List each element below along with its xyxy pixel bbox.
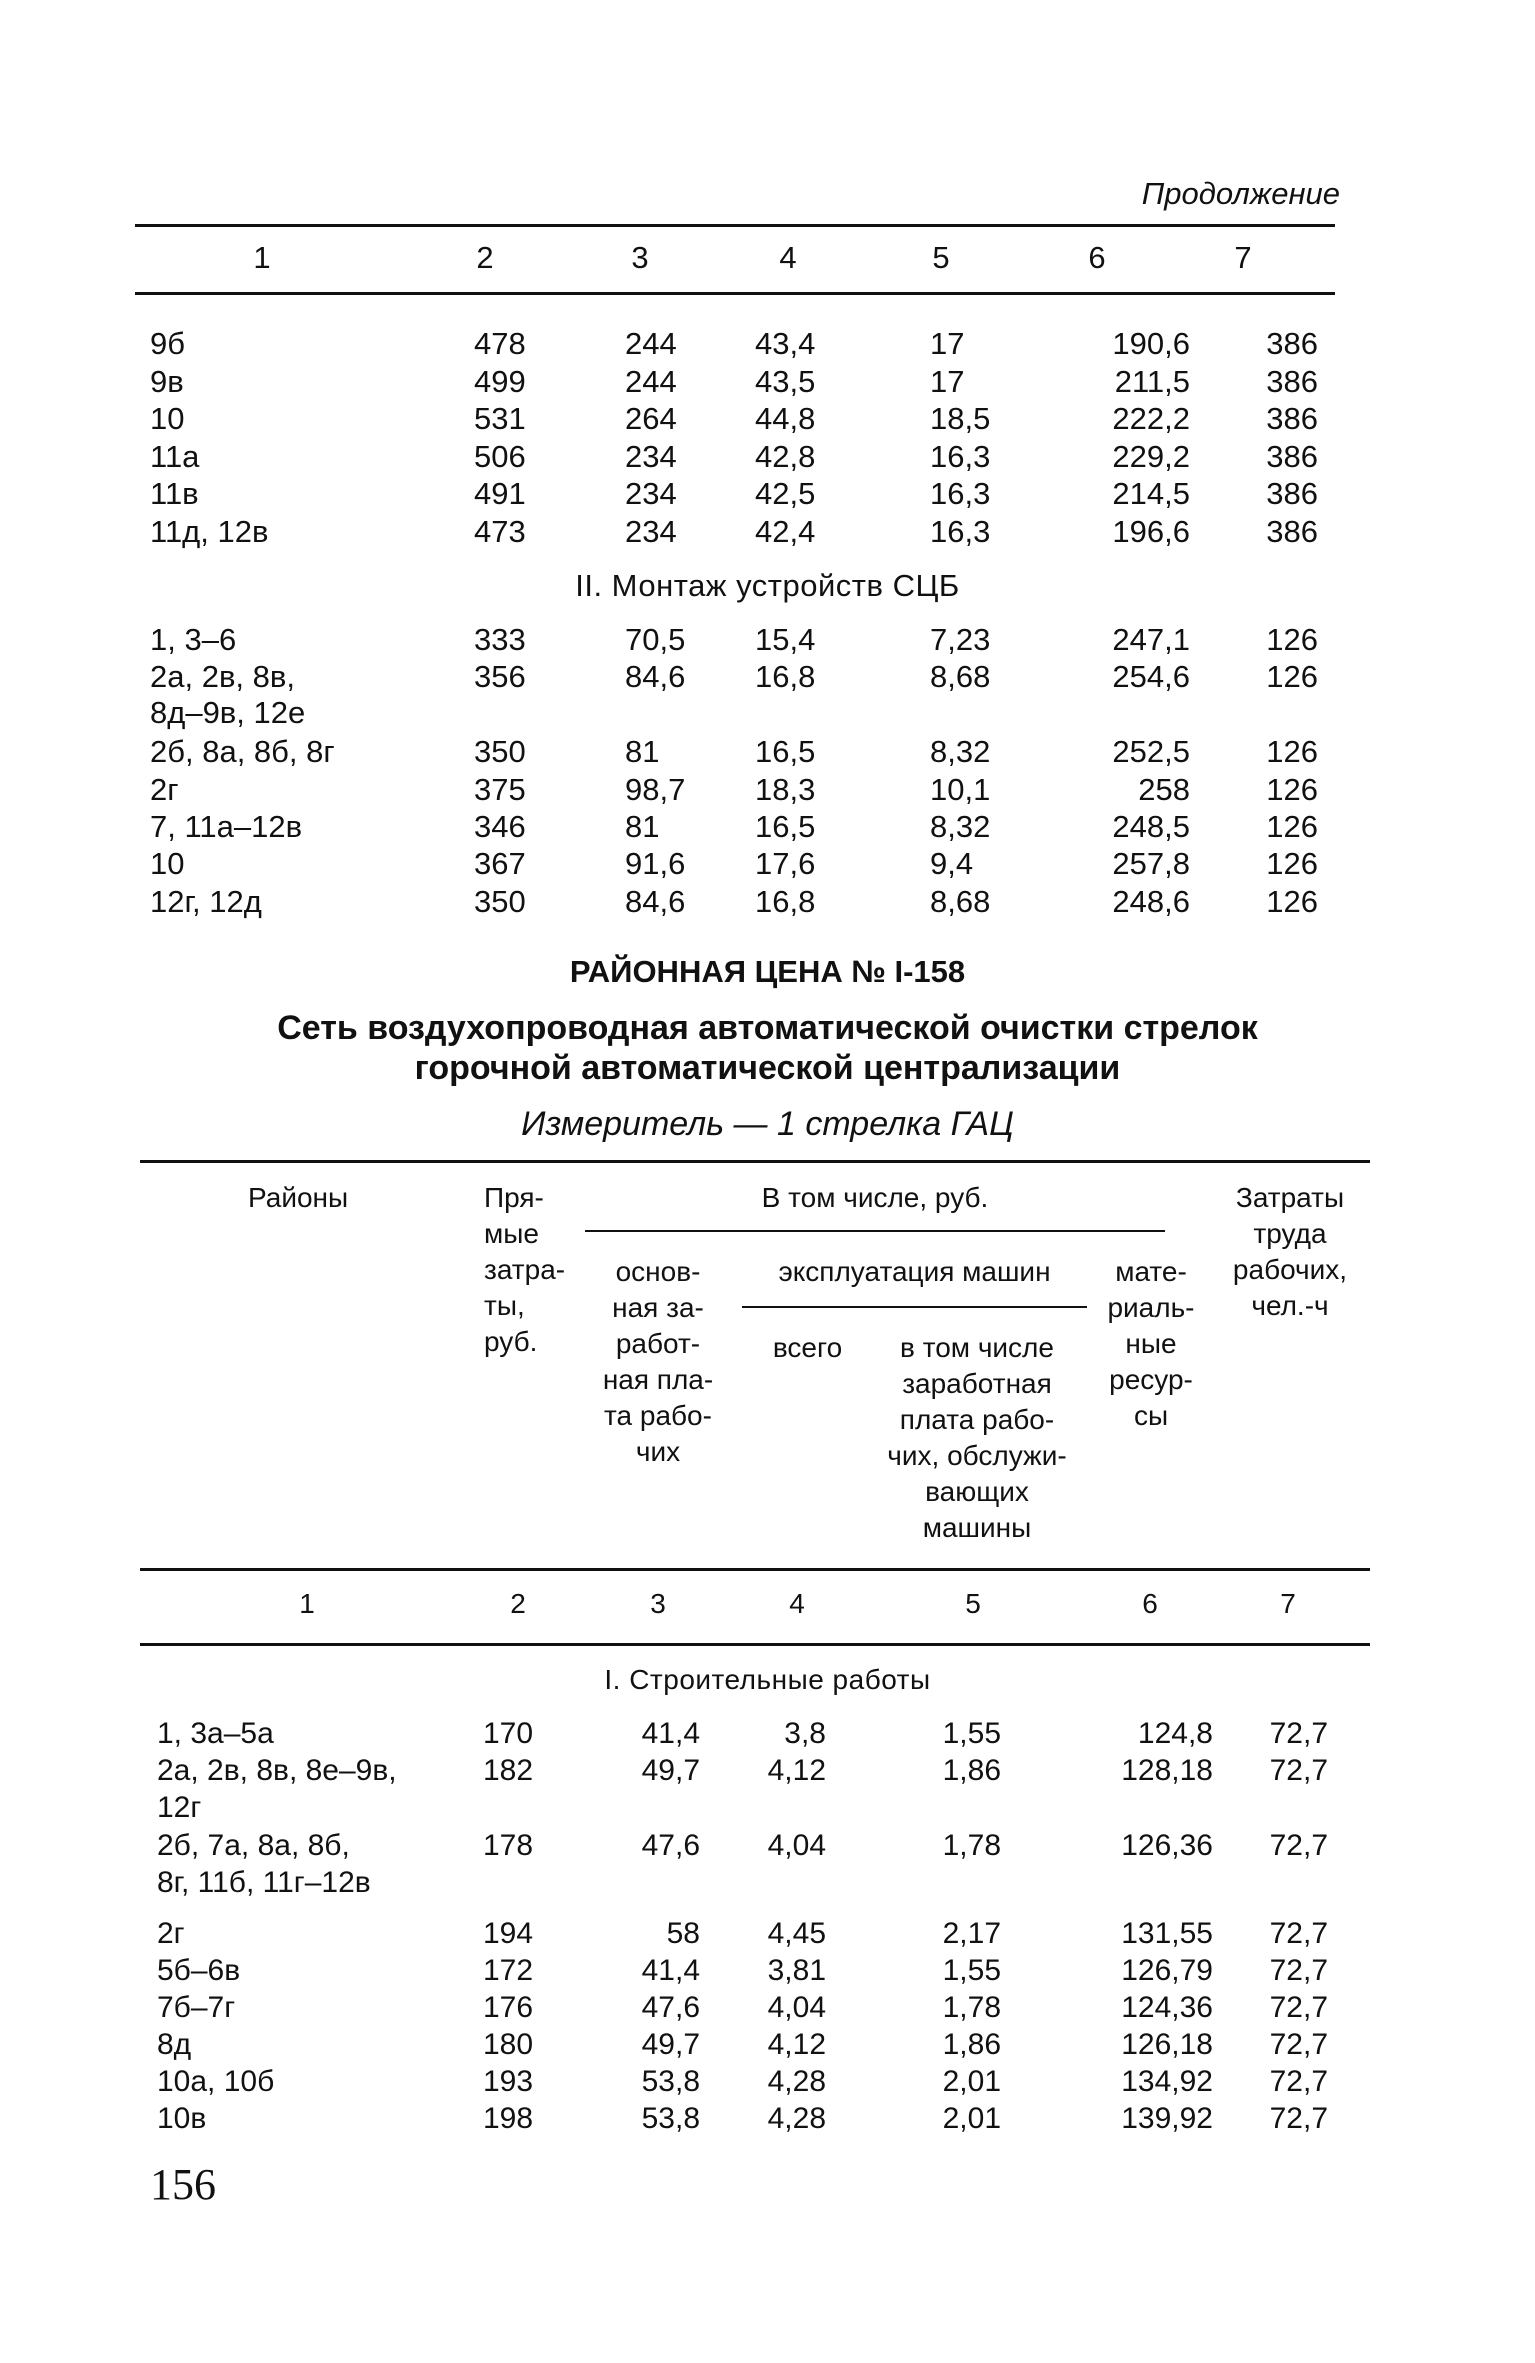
table1-header-rule <box>135 292 1335 295</box>
continuation-label: Продолжение <box>1141 176 1340 211</box>
table1-row-region: 8д–9в, 12е <box>150 695 306 731</box>
table2-top-rule <box>140 1160 1370 1163</box>
table1-row-cell: 234 <box>625 514 677 549</box>
header-direct-costs-line: руб. <box>484 1326 538 1357</box>
table2-row-cell: 128,18 <box>1121 1754 1213 1787</box>
table1-row-cell: 473 <box>474 514 526 549</box>
table1-column-number: 5 <box>932 240 950 275</box>
table2-row-cell: 41,4 <box>641 1717 700 1750</box>
header-incl-wage-line: чих, обслужи- <box>887 1440 1067 1471</box>
table2-row-cell: 3,8 <box>784 1717 826 1750</box>
table2-row-cell: 72,7 <box>1269 2102 1328 2135</box>
table1-row-cell: 16,5 <box>755 734 816 770</box>
table2-row-cell: 2,01 <box>942 2065 1001 2098</box>
header-base-wage-line: та рабо- <box>604 1400 712 1431</box>
table1-row-region: 2а, 2в, 8в, <box>150 659 295 695</box>
header-incl-wage-line: машины <box>922 1512 1032 1543</box>
table1-row-region: 11а <box>150 438 200 474</box>
table1-row-cell: 43,5 <box>755 363 816 399</box>
table1-row-cell: 531 <box>474 401 526 437</box>
header-incl-wage-line: в том числе <box>900 1332 1054 1363</box>
table1-row-cell: 234 <box>625 438 677 474</box>
header-direct-costs-line: мые <box>484 1218 539 1249</box>
title-line-1: Сеть воздухопроводная автоматической очистки стрелок <box>277 1009 1258 1047</box>
table2-row-cell: 4,04 <box>767 1829 826 1862</box>
table1-row-cell: 258 <box>1138 771 1190 807</box>
table1-row-region: 12г, 12д <box>150 883 262 919</box>
header-direct-costs-line: затра- <box>484 1254 566 1285</box>
table2-row-cell: 47,6 <box>641 1991 700 2024</box>
table2-row-cell: 2,01 <box>942 2102 1001 2135</box>
header-labor-line: труда <box>1253 1218 1327 1249</box>
table1-column-number: 2 <box>476 240 494 275</box>
table2-row-cell: 53,8 <box>641 2102 700 2135</box>
table1-row-cell: 350 <box>474 883 526 919</box>
table1-row-region: 2б, 8а, 8б, 8г <box>150 734 335 770</box>
table1-row-cell: 16,3 <box>930 476 991 512</box>
table1-row-cell: 91,6 <box>625 846 686 882</box>
table1-row-cell: 7,23 <box>930 622 991 657</box>
table1-row-cell: 248,6 <box>1112 883 1190 919</box>
table2-row-cell: 4,28 <box>767 2102 826 2135</box>
header-materials-line: сы <box>1133 1400 1169 1431</box>
header-materials-line: ные <box>1125 1328 1177 1359</box>
table1-row-cell: 506 <box>474 438 526 474</box>
table1-row-cell: 254,6 <box>1112 659 1190 695</box>
table1-row-cell: 17 <box>930 363 965 399</box>
table2-row-cell: 198 <box>483 2102 534 2135</box>
table1-row-cell: 126 <box>1266 883 1318 919</box>
table2-section-heading: I. Строительные работы <box>604 1664 931 1695</box>
header-direct-costs-line: ты, <box>484 1290 525 1321</box>
table2-row-cell: 134,92 <box>1121 2065 1213 2098</box>
table1-row-cell: 386 <box>1266 476 1318 512</box>
header-materials-line: ресур- <box>1109 1364 1193 1395</box>
table1-row-cell: 126 <box>1266 659 1318 695</box>
table1-row-cell: 70,5 <box>625 622 686 657</box>
table2-row-cell: 53,8 <box>641 2065 700 2098</box>
table2-row-cell: 2,17 <box>942 1917 1001 1950</box>
table2-row-cell: 131,55 <box>1121 1917 1213 1950</box>
including-rule <box>585 1230 1165 1232</box>
table2-row-cell: 126,18 <box>1121 2028 1213 2061</box>
table1-row-cell: 386 <box>1266 438 1318 474</box>
table2-column-number: 5 <box>965 1588 981 1619</box>
table1-row-cell: 42,8 <box>755 438 816 474</box>
table1-column-number: 6 <box>1088 240 1106 275</box>
table2-row-cell: 1,78 <box>942 1829 1001 1862</box>
table2-row-cell: 58 <box>666 1917 700 1950</box>
table2-row-cell: 4,04 <box>767 1991 826 2024</box>
table2-column-number: 3 <box>650 1588 666 1619</box>
table1-row-cell: 196,6 <box>1112 514 1190 549</box>
header-base-wage-line: ная пла- <box>602 1364 714 1395</box>
table2-column-number: 4 <box>789 1588 805 1619</box>
table2-column-number: 7 <box>1280 1588 1296 1619</box>
table1-row-cell: 8,32 <box>930 809 991 844</box>
table1-row-cell: 222,2 <box>1112 401 1190 437</box>
table1-row-cell: 16,8 <box>755 659 816 695</box>
table2-row-cell: 49,7 <box>641 1754 700 1787</box>
table2-row-region: 2б, 7а, 8а, 8б, <box>157 1829 350 1862</box>
table1-row-cell: 16,5 <box>755 809 816 844</box>
table2-row-cell: 4,28 <box>767 2065 826 2098</box>
header-labor-line: Затраты <box>1235 1182 1345 1213</box>
table2-header-rule <box>140 1568 1370 1571</box>
machine-rule <box>742 1306 1087 1308</box>
header-base-wage-line: чих <box>635 1436 681 1467</box>
table2-row-cell: 72,7 <box>1269 2028 1328 2061</box>
table2-row-cell: 4,45 <box>767 1917 826 1950</box>
table1-row-cell: 126 <box>1266 846 1318 882</box>
table1-row-cell: 126 <box>1266 809 1318 844</box>
table1-row-cell: 386 <box>1266 514 1318 549</box>
table1-row-region: 2г <box>150 771 179 807</box>
header-direct-costs-line: Пря- <box>484 1182 544 1213</box>
table1-row-cell: 81 <box>625 734 660 770</box>
table2-row-cell: 49,7 <box>641 2028 700 2061</box>
table2-row-cell: 193 <box>483 2065 534 2098</box>
header-including: В том числе, руб. <box>761 1182 989 1213</box>
header-base-wage-line: основ- <box>615 1256 701 1287</box>
table1-row-cell: 386 <box>1266 401 1318 437</box>
table2-row-cell: 47,6 <box>641 1829 700 1862</box>
table1-row-cell: 81 <box>625 809 660 844</box>
table1-row-cell: 386 <box>1266 326 1318 361</box>
header-materials-line: риаль- <box>1107 1292 1195 1323</box>
table2-row-cell: 126,79 <box>1121 1954 1213 1987</box>
table1-row-cell: 16,8 <box>755 883 816 919</box>
header-regions: Районы <box>248 1182 349 1213</box>
table1-row-cell: 247,1 <box>1112 622 1190 657</box>
table1-row-region: 10 <box>150 401 185 437</box>
table1-row-cell: 8,68 <box>930 659 991 695</box>
table1-row-cell: 244 <box>625 363 677 399</box>
table2-row-cell: 1,86 <box>942 2028 1001 2061</box>
table1-row-cell: 229,2 <box>1112 438 1190 474</box>
table2-row-cell: 126,36 <box>1121 1829 1213 1862</box>
table1-row-cell: 43,4 <box>755 326 816 361</box>
table2-row-cell: 194 <box>483 1917 534 1950</box>
table2-row-region: 12г <box>157 1791 202 1824</box>
header-base-wage-line: работ- <box>615 1328 701 1359</box>
table2-row-cell: 72,7 <box>1269 1754 1328 1787</box>
table1-row-cell: 17,6 <box>755 846 816 882</box>
table1-row-cell: 333 <box>474 622 526 657</box>
table2-row-region: 2а, 2в, 8в, 8е–9в, <box>157 1754 397 1787</box>
table1-row-cell: 16,3 <box>930 514 991 549</box>
table2-row-region: 5б–6в <box>157 1954 241 1987</box>
title-line-2: горочной автоматической централизации <box>414 1049 1121 1087</box>
header-labor-line: рабочих, <box>1232 1254 1348 1285</box>
table1-row-cell: 499 <box>474 363 526 399</box>
table2-row-cell: 172 <box>483 1954 534 1987</box>
table2-row-cell: 124,36 <box>1121 1991 1213 2024</box>
header-total: всего <box>772 1332 843 1363</box>
table1-row-region: 9б <box>150 326 185 361</box>
table1-row-cell: 252,5 <box>1112 734 1190 770</box>
table2-row-cell: 176 <box>483 1991 534 2024</box>
table2-row-cell: 180 <box>483 2028 534 2061</box>
header-labor-line: чел.-ч <box>1251 1290 1329 1321</box>
table1-row-region: 9в <box>150 363 184 399</box>
table1-row-cell: 10,1 <box>930 771 991 807</box>
table2-row-cell: 170 <box>483 1717 534 1750</box>
table1-row-cell: 367 <box>474 846 526 882</box>
table1-row-cell: 98,7 <box>625 771 686 807</box>
table2-row-cell: 72,7 <box>1269 1829 1328 1862</box>
table1-column-number: 1 <box>253 240 271 275</box>
page-number: 156 <box>150 2160 216 2209</box>
table1-row-cell: 126 <box>1266 734 1318 770</box>
price-heading: РАЙОННАЯ ЦЕНА № I-158 <box>569 954 966 989</box>
table1-row-cell: 8,68 <box>930 883 991 919</box>
table2-column-number: 6 <box>1142 1588 1158 1619</box>
table2-row-cell: 178 <box>483 1829 534 1862</box>
table2-row-cell: 124,8 <box>1137 1717 1213 1750</box>
table1-column-number: 4 <box>779 240 797 275</box>
table2-row-cell: 72,7 <box>1269 1954 1328 1987</box>
table1-row-cell: 42,4 <box>755 514 816 549</box>
table2-row-cell: 1,78 <box>942 1991 1001 2024</box>
table1-row-region: 11в <box>150 476 199 512</box>
header-incl-wage-line: вающих <box>925 1476 1029 1507</box>
table1-row-cell: 44,8 <box>755 401 816 437</box>
header-machine-operation: эксплуатация машин <box>778 1256 1051 1287</box>
table2-row-cell: 3,81 <box>767 1954 826 1987</box>
table2-row-region: 10в <box>157 2102 207 2135</box>
table1-row-cell: 15,4 <box>755 622 816 657</box>
table2-row-cell: 182 <box>483 1754 534 1787</box>
header-base-wage-line: ная за- <box>612 1292 704 1323</box>
measure-line: Измеритель — 1 стрелка ГАЦ <box>521 1105 1014 1143</box>
table1-row-region: 1, 3–6 <box>150 622 237 657</box>
table1-section-heading: II. Монтаж устройств СЦБ <box>575 568 960 603</box>
table2-row-cell: 72,7 <box>1269 2065 1328 2098</box>
table1-row-cell: 491 <box>474 476 526 512</box>
header-incl-wage-line: плата рабо- <box>899 1404 1055 1435</box>
table1-row-cell: 9,4 <box>930 846 974 882</box>
header-incl-wage-line: заработная <box>902 1368 1052 1399</box>
table1-row-cell: 214,5 <box>1112 476 1190 512</box>
table1-row-cell: 375 <box>474 771 526 807</box>
table2-row-cell: 1,55 <box>942 1717 1001 1750</box>
table1-row-cell: 386 <box>1266 363 1318 399</box>
table1-column-number: 7 <box>1234 240 1252 275</box>
table2-row-cell: 4,12 <box>767 1754 826 1787</box>
table1-row-cell: 234 <box>625 476 677 512</box>
table1-row-cell: 126 <box>1266 771 1318 807</box>
table1-row-cell: 248,5 <box>1112 809 1190 844</box>
table1-row-cell: 244 <box>625 326 677 361</box>
table1-row-cell: 211,5 <box>1114 363 1190 399</box>
table2-row-cell: 139,92 <box>1121 2102 1213 2135</box>
table2-row-cell: 72,7 <box>1269 1717 1328 1750</box>
table2-row-region: 10а, 10б <box>157 2065 275 2098</box>
table1-row-cell: 257,8 <box>1112 846 1190 882</box>
table1-row-cell: 356 <box>474 659 526 695</box>
table2-row-cell: 72,7 <box>1269 1991 1328 2024</box>
table2-row-region: 1, 3а–5а <box>157 1717 274 1750</box>
table1-row-cell: 84,6 <box>625 883 686 919</box>
table1-row-cell: 18,3 <box>755 771 816 807</box>
table2-column-number: 1 <box>299 1588 315 1619</box>
table1-column-number: 3 <box>631 240 649 275</box>
table1-row-cell: 8,32 <box>930 734 991 770</box>
table1-row-cell: 42,5 <box>755 476 816 512</box>
table1-row-cell: 84,6 <box>625 659 686 695</box>
table1-row-cell: 190,6 <box>1112 326 1190 361</box>
table1-row-region: 10 <box>150 846 185 882</box>
table2-column-number: 2 <box>510 1588 526 1619</box>
table2-row-region: 8г, 11б, 11г–12в <box>157 1866 371 1899</box>
header-materials-line: мате- <box>1115 1256 1187 1287</box>
table2-row-cell: 4,12 <box>767 2028 826 2061</box>
table1-row-cell: 18,5 <box>930 401 991 437</box>
table2-row-region: 7б–7г <box>157 1991 236 2024</box>
table2-row-cell: 1,55 <box>942 1954 1001 1987</box>
table1-row-cell: 350 <box>474 734 526 770</box>
table1-row-cell: 478 <box>474 326 526 361</box>
table2-row-region: 2г <box>157 1917 185 1950</box>
table1-top-rule <box>135 224 1335 227</box>
table1-row-cell: 264 <box>625 401 677 437</box>
table1-row-cell: 346 <box>474 809 526 844</box>
table2-row-cell: 1,86 <box>942 1754 1001 1787</box>
table2-row-region: 8д <box>157 2028 192 2061</box>
table2-colnum-rule <box>140 1643 1370 1646</box>
table1-row-region: 11д, 12в <box>150 514 269 549</box>
table1-row-cell: 16,3 <box>930 438 991 474</box>
table1-row-region: 7, 11а–12в <box>150 809 303 844</box>
table1-row-cell: 126 <box>1266 622 1318 657</box>
table2-row-cell: 72,7 <box>1269 1917 1328 1950</box>
table1-row-cell: 17 <box>930 326 965 361</box>
table2-row-cell: 41,4 <box>641 1954 700 1987</box>
